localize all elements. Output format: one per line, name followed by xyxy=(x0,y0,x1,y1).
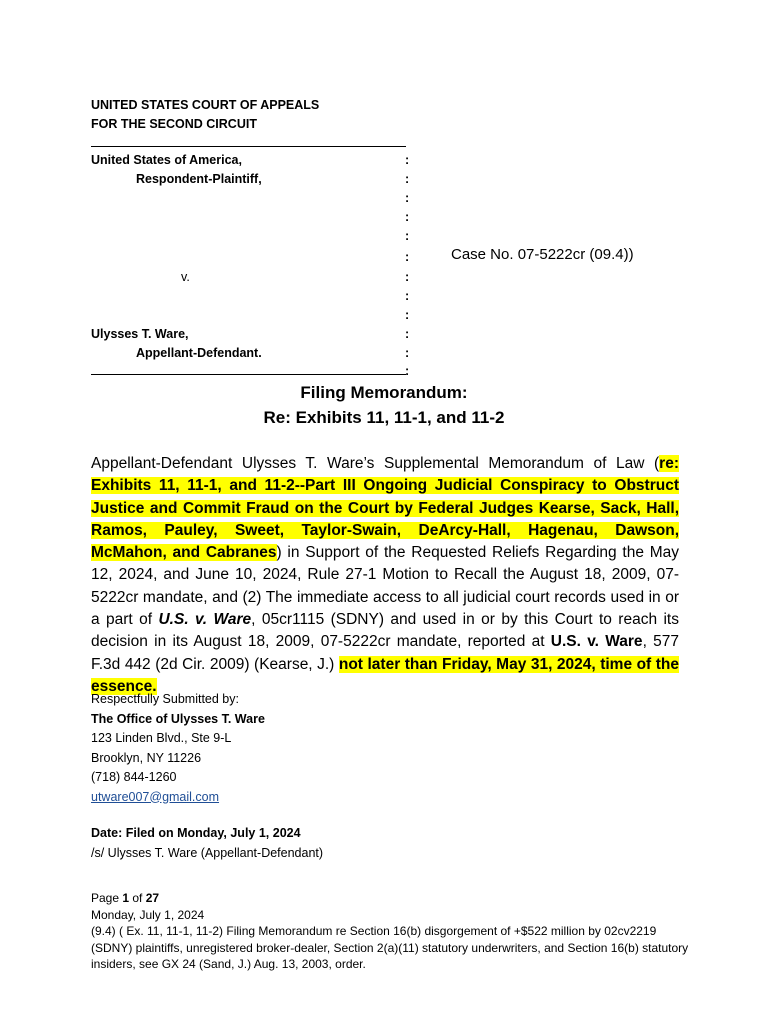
defendant-name: Ulysses T. Ware, xyxy=(91,327,189,341)
footer-description: (9.4) ( Ex. 11, 11-1, 11-2) Filing Memorandum re Section 16(b) disgorgement of +$522 million by 02cv2219 (SDNY) plaintiffs, unregistered broker-dealer, Section 2(a)(11) statutory underwriters, and Section 16(b) statutory insiders, see GX 24 (Sand, J.) Aug. 13, 2003, order. xyxy=(91,924,689,971)
submitted-by: Respectfully Submitted by: xyxy=(91,692,239,706)
caption-colon: : xyxy=(405,289,410,303)
body-text: Appellant-Defendant Ulysses T. Ware’s Supplemental Memorandum of Law ( xyxy=(91,455,660,472)
highlighted-deadline-text: not later than Friday, May 31, 2024, time of the essence. xyxy=(91,655,679,695)
caption-colon: : xyxy=(405,364,410,378)
body-text: , 05cr1115 (SDNY) and used in or by this Court to reach its decision in its August 18, 2009, 07-5222cr mandate, reported at xyxy=(91,611,679,651)
caption-colon: : xyxy=(405,210,410,224)
case-citation: U.S. v. Ware xyxy=(158,611,252,629)
page-number xyxy=(91,890,691,907)
caption-colon: : xyxy=(405,191,410,205)
document-title: Filing Memorandum: xyxy=(300,383,468,402)
page-total: 27 xyxy=(145,891,160,905)
caption-colon: : xyxy=(405,308,410,322)
caption-colon: : xyxy=(405,270,410,284)
address-line: Brooklyn, NY 11226 xyxy=(91,750,202,765)
case-citation: U.S. v. Ware xyxy=(550,633,643,651)
body-text: , 577 F.3d 442 (2d Cir. 2009) (Kearse, J.) xyxy=(91,633,679,673)
caption-bottom-rule xyxy=(91,374,406,375)
phone-number: (718) 844-1260 xyxy=(91,770,177,784)
signature-line: /s/ Ulysses T. Ware (Appellant-Defendant) xyxy=(91,845,324,860)
document-subtitle: Re: Exhibits 11, 11-1, and 11-2 xyxy=(263,408,505,427)
versus: v. xyxy=(181,270,190,284)
footer-date: Monday, July 1, 2024 xyxy=(91,907,205,922)
office-name: The Office of Ulysses T. Ware xyxy=(91,711,265,726)
plaintiff-role: Respondent-Plaintiff, xyxy=(136,172,262,186)
page-footer xyxy=(91,890,691,973)
address-line: 123 Linden Blvd., Ste 9-L xyxy=(91,731,232,745)
memorandum-body xyxy=(91,453,679,698)
court-name: UNITED STATES COURT OF APPEALS xyxy=(91,98,320,112)
caption-top-rule xyxy=(91,146,406,147)
caption-colon: : xyxy=(405,327,410,341)
filing-date: Date: Filed on Monday, July 1, 2024 xyxy=(91,826,301,840)
caption-colon: : xyxy=(405,153,410,167)
highlighted-exhibit-text: re: Exhibits 11, 11-1, and 11-2--Part III Ongoing Judicial Conspiracy to Obstruct Justice and Commit Fraud on the Court by Federal Judges Kearse, Sack, Hall, Ramos, Pauley, Sweet, Taylor-Swain, DeArcy-Hall, Hagenau, Dawson, McMahon, and Cabranes xyxy=(91,455,679,562)
page-current: 1 xyxy=(122,891,130,905)
signature-block xyxy=(91,690,323,863)
defendant-role: Appellant-Defendant. xyxy=(136,346,262,360)
court-header xyxy=(91,96,319,134)
page-of: of xyxy=(129,891,146,905)
email-link[interactable]: utware007@gmail.com xyxy=(91,789,220,804)
body-text: ) in Support of the Requested Reliefs Regarding the May 12, 2024, and June 10, 2024, Rule 27-1 Motion to Recall the August 18, 2009, 07-5222cr mandate, and (2) The immediate access to all judicial court records used in or a part of xyxy=(91,544,679,629)
page-label: Page xyxy=(91,891,123,905)
caption-colon: : xyxy=(405,250,410,264)
caption-colon: : xyxy=(405,229,410,243)
caption-colon: : xyxy=(405,172,410,186)
case-number: Case No. 07-5222cr (09.4)) xyxy=(451,246,634,263)
circuit-name: FOR THE SECOND CIRCUIT xyxy=(91,117,257,131)
plaintiff-name: United States of America, xyxy=(91,153,242,167)
caption-colon: : xyxy=(405,346,410,360)
